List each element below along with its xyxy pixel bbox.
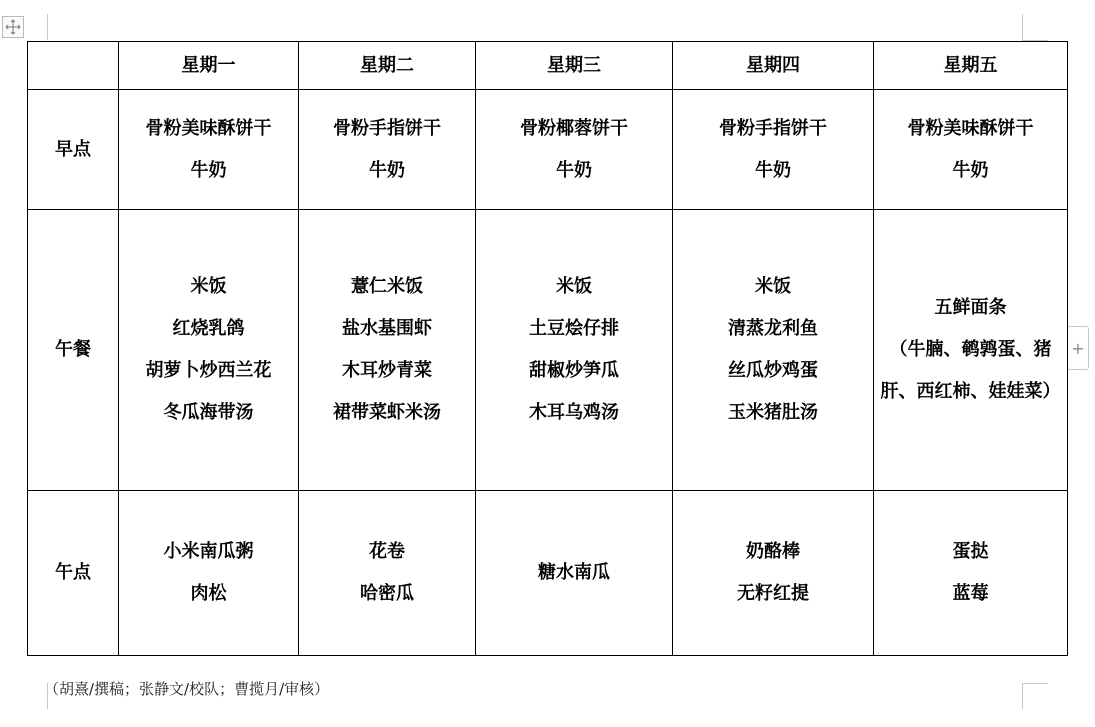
menu-cell — [299, 210, 476, 491]
weekly-menu-table — [27, 41, 1068, 656]
dish-text: 玉米猪肚汤 — [728, 402, 818, 423]
menu-cell — [476, 90, 673, 210]
table-row — [28, 90, 1068, 210]
crop-mark-bottom-right — [1022, 683, 1023, 709]
menu-cell — [119, 491, 299, 656]
dish-text: 牛奶 — [190, 159, 227, 181]
table-row — [28, 210, 1068, 491]
meal-label: 午点 — [28, 491, 119, 656]
dish-text: 肉松 — [190, 583, 227, 604]
corner-cell — [28, 42, 119, 90]
dish-text: 牛奶 — [369, 159, 405, 181]
dish-text: 裙带菜虾米汤 — [333, 402, 441, 423]
menu-cell — [476, 491, 673, 656]
day-header: 星期五 — [874, 42, 1068, 90]
dish-text: 肝、西红柿、娃娃菜） — [880, 381, 1061, 402]
menu-cell — [299, 491, 476, 656]
menu-cell — [673, 491, 874, 656]
dish-text: 五鲜面条 — [934, 297, 1007, 318]
menu-cell — [476, 210, 673, 491]
table-header-row — [28, 42, 1068, 90]
dish-text: 牛奶 — [755, 159, 791, 181]
crop-mark-top-right — [1022, 14, 1023, 40]
dish-text: 清蒸龙利鱼 — [728, 318, 818, 339]
table-row — [28, 491, 1068, 656]
menu-cell — [874, 90, 1068, 210]
meal-label: 午餐 — [28, 210, 119, 491]
dish-text: 糖水南瓜 — [538, 562, 610, 583]
plus-icon: + — [1071, 338, 1085, 358]
dish-text: 骨粉手指饼干 — [333, 117, 441, 139]
day-header: 星期一 — [119, 42, 299, 90]
dish-text: 木耳乌鸡汤 — [529, 402, 619, 423]
meal-label: 早点 — [28, 90, 119, 210]
dish-text: 花卷 — [369, 541, 405, 562]
dish-text: 丝瓜炒鸡蛋 — [728, 360, 818, 381]
day-header: 星期二 — [299, 42, 476, 90]
dish-text: 骨粉手指饼干 — [719, 117, 827, 139]
day-header: 星期四 — [673, 42, 874, 90]
dish-text: 米饭 — [556, 276, 592, 297]
dish-text: 骨粉椰蓉饼干 — [520, 117, 628, 139]
dish-text: 牛奶 — [952, 159, 989, 181]
crop-mark-bottom-right-horizontal — [1022, 683, 1048, 684]
dish-text: 蛋挞 — [952, 541, 989, 562]
dish-text: 米饭 — [755, 276, 791, 297]
dish-text: 木耳炒青菜 — [342, 360, 432, 381]
dish-text: 骨粉美味酥饼干 — [907, 117, 1034, 139]
menu-cell — [119, 210, 299, 491]
dish-text: 奶酪棒 — [746, 541, 800, 562]
crop-mark-top-left — [47, 14, 48, 40]
dish-text: 盐水基围虾 — [342, 318, 432, 339]
menu-cell — [119, 90, 299, 210]
dish-text: 哈密瓜 — [360, 583, 414, 604]
menu-cell — [874, 491, 1068, 656]
menu-cell — [299, 90, 476, 210]
menu-cell — [673, 90, 874, 210]
add-column-button[interactable] — [1067, 326, 1089, 370]
dish-text: 蓝莓 — [952, 583, 989, 604]
menu-cell — [673, 210, 874, 491]
menu-cell — [874, 210, 1068, 491]
dish-text: 冬瓜海带汤 — [163, 402, 254, 423]
dish-text: 米饭 — [190, 276, 227, 297]
dish-text: 甜椒炒笋瓜 — [529, 360, 619, 381]
credits-line: （胡熹/撰稿；张静文/校队；曹揽月/审核） — [44, 680, 330, 698]
dish-text: （牛腩、鹌鹑蛋、猪 — [889, 339, 1052, 360]
move-arrows-icon — [5, 19, 21, 35]
dish-text: 牛奶 — [556, 159, 592, 181]
dish-text: 红烧乳鸽 — [172, 318, 245, 339]
dish-text: 胡萝卜炒西兰花 — [145, 360, 272, 381]
dish-text: 无籽红提 — [737, 583, 809, 604]
dish-text: 土豆烩仔排 — [529, 318, 619, 339]
dish-text: 骨粉美味酥饼干 — [145, 117, 272, 139]
table-move-handle[interactable] — [2, 16, 24, 38]
day-header: 星期三 — [476, 42, 673, 90]
dish-text: 小米南瓜粥 — [163, 541, 254, 562]
dish-text: 薏仁米饭 — [351, 276, 423, 297]
